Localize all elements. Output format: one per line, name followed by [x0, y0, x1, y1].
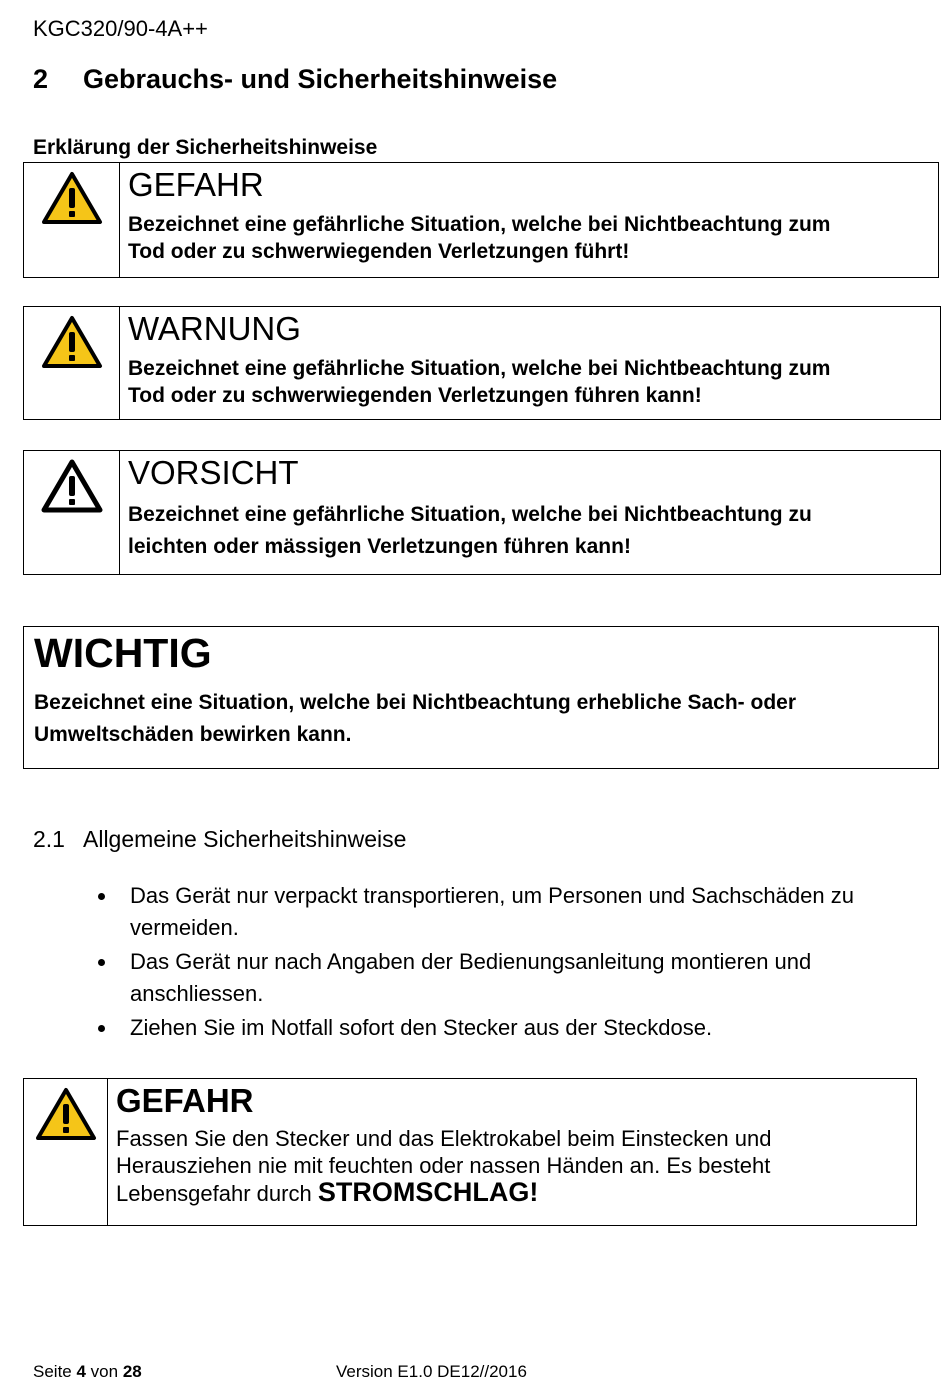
electric-shock-description-line: Herausziehen nie mit feuchten oder nassen Händen an. Es besteht — [116, 1153, 771, 1178]
section-heading — [33, 64, 557, 95]
list-item-line: Ziehen Sie im Notfall sofort den Stecker aus der Steckdose. — [130, 1015, 713, 1040]
page-total: 28 — [122, 1362, 142, 1381]
signal-word-warning: WARNUNG — [128, 310, 301, 347]
danger-description-line: Tod oder zu schwerwiegenden Verletzungen führt! — [128, 240, 630, 263]
page-current: 4 — [76, 1362, 86, 1381]
warning-description-line: Tod oder zu schwerwiegenden Verletzungen führen kann! — [128, 384, 702, 407]
warning-box — [23, 306, 941, 420]
warning-description — [128, 355, 930, 409]
signal-word-danger: GEFAHR — [128, 166, 264, 203]
safety-instructions-list — [98, 880, 918, 1046]
warning-icon-cell — [24, 307, 120, 419]
signal-word-important: WICHTIG — [34, 630, 212, 676]
list-item — [98, 1012, 918, 1044]
caution-description-line: Bezeichnet eine gefährliche Situation, welche bei Nichtbeachtung zu — [128, 503, 812, 526]
danger-text-cell — [120, 163, 938, 277]
caution-description — [128, 499, 930, 563]
list-item — [98, 946, 918, 1010]
electric-shock-description — [116, 1125, 906, 1207]
electric-shock-emphasis: STROMSCHLAG! — [317, 1177, 539, 1207]
list-item-line: Das Gerät nur verpackt transportieren, um Personen und Sachschäden zu — [130, 883, 854, 908]
list-item — [98, 880, 918, 944]
caution-text-cell — [120, 451, 940, 574]
warning-text-cell — [120, 307, 940, 419]
bullet-icon — [98, 959, 105, 966]
subsection-heading — [33, 826, 406, 853]
document-id: KGC320/90-4A++ — [33, 16, 208, 41]
caution-box — [23, 450, 941, 575]
caution-description-line: leichten oder mässigen Verletzungen führen kann! — [128, 535, 631, 558]
explanation-heading: Erklärung der Sicherheitshinweise — [33, 136, 378, 159]
page-number — [33, 1362, 142, 1382]
important-description-line: Bezeichnet eine Situation, welche bei Nichtbeachtung erhebliche Sach- oder — [34, 691, 796, 714]
subsection-title: Allgemeine Sicherheitshinweise — [83, 826, 407, 852]
final-danger-icon-cell — [24, 1079, 108, 1225]
electric-shock-prefix: Lebensgefahr durch — [116, 1181, 318, 1206]
danger-box — [23, 162, 939, 278]
danger-icon-cell — [24, 163, 120, 277]
danger-description-line: Bezeichnet eine gefährliche Situation, welche bei Nichtbeachtung zum — [128, 213, 831, 236]
electric-shock-danger-box — [23, 1078, 917, 1226]
electric-shock-description-line — [116, 1179, 906, 1207]
warning-triangle-icon — [41, 315, 103, 369]
list-item-line: vermeiden. — [130, 915, 239, 940]
bullet-icon — [98, 893, 105, 900]
caution-icon-cell — [24, 451, 120, 574]
warning-description-line: Bezeichnet eine gefährliche Situation, welche bei Nichtbeachtung zum — [128, 357, 831, 380]
list-item-line: Das Gerät nur nach Angaben der Bedienungsanleitung montieren und — [130, 949, 812, 974]
final-danger-text-cell — [108, 1079, 916, 1225]
important-description — [34, 687, 928, 751]
page-prefix: Seite — [33, 1362, 77, 1381]
list-item-line: anschliessen. — [130, 981, 264, 1006]
important-box — [23, 626, 939, 769]
subsection-number: 2.1 — [33, 826, 65, 852]
section-number: 2 — [33, 64, 49, 94]
section-title: Gebrauchs- und Sicherheitshinweise — [83, 64, 558, 94]
electric-shock-description-line: Fassen Sie den Stecker und das Elektrokabel beim Einstecken und — [116, 1126, 772, 1151]
danger-description — [128, 211, 928, 265]
signal-word-caution: VORSICHT — [128, 454, 299, 491]
version-label: Version E1.0 DE12//2016 — [336, 1362, 527, 1381]
page-mid: von — [85, 1362, 123, 1381]
bullet-icon — [98, 1025, 105, 1032]
warning-triangle-icon — [41, 171, 103, 225]
warning-triangle-icon — [35, 1087, 97, 1141]
warning-triangle-outline-icon — [41, 459, 103, 513]
important-description-line: Umweltschäden bewirken kann. — [34, 723, 352, 746]
signal-word-danger: GEFAHR — [116, 1082, 254, 1119]
